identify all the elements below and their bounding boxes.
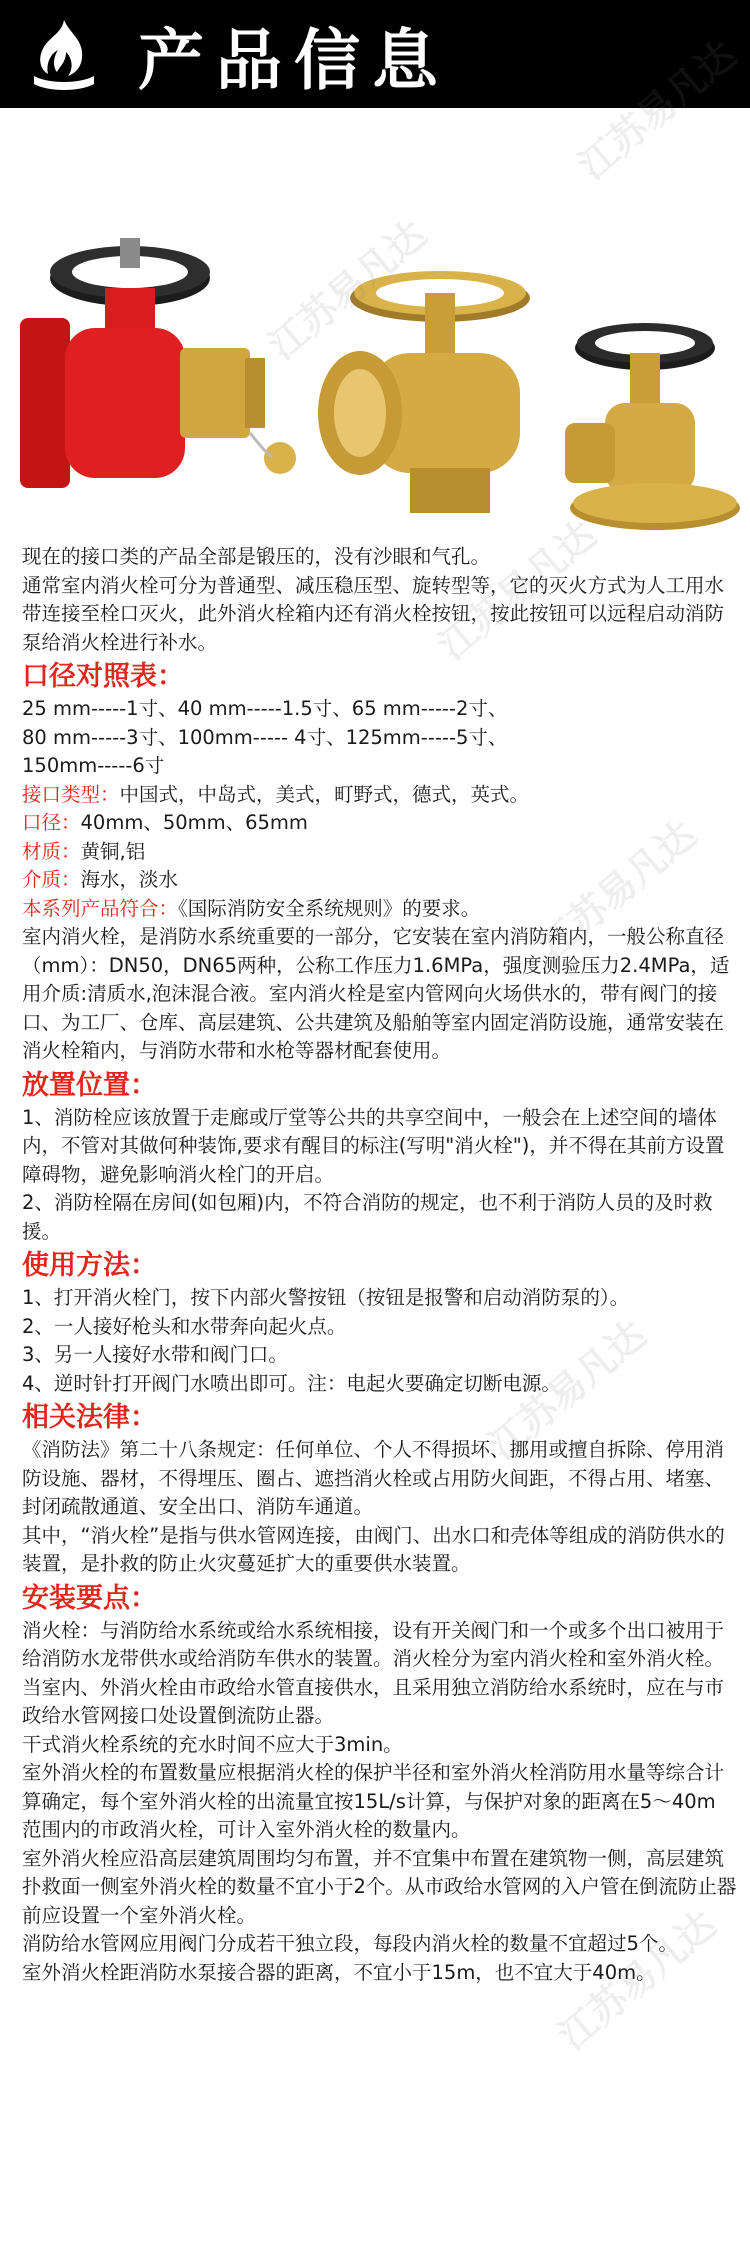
install-item: 干式消火栓系统的充水时间不应大于3min。: [22, 1732, 403, 1756]
watermark: 江苏易凡达: [480, 1312, 655, 1469]
install-item: 当室内、外消火栓由市政给水管直接供水，且采用独立消防给水系统时，应在与市政给水管网接口处设置倒流防止器。: [22, 1675, 725, 1727]
install-item: 室外消火栓应沿高层建筑周围均匀布置，并不宜集中布置在建筑物一侧，高层建筑扑救面一侧室外消火栓的数量不宜小于2个。从市政给水管网的入户管在倒流防止器前应设置一个室外消火栓。: [22, 1846, 737, 1927]
spec-label: 材质：: [22, 839, 81, 863]
spec-label: 本系列产品符合：: [22, 896, 179, 920]
install-item: 室外消火栓的布置数量应根据消火栓的保护半径和室外消火栓消防用水量等综合计算确定，每个室外消火栓的出流量宜按15L/s计算，与保护对象的距离在5～40m 范围内的市政消火栓，可计入室外消火栓的数量内。: [22, 1761, 725, 1841]
spec-label: 口径：: [22, 811, 81, 834]
install-item: 室外消火栓距消防水泵接合器的距离，不宜小于15m，也不宜大于40m。: [22, 1960, 656, 1984]
usage-item: 4、逆时针打开阀门水喷出即可。注：电起火要确定切断电源。: [22, 1371, 561, 1395]
red-hydrant-image: [10, 198, 310, 498]
usage-heading: 使用方法：: [22, 1250, 157, 1281]
spec-caliber: [22, 809, 740, 838]
law-item: 《消防法》第二十八条规定：任何单位、个人不得损坏、挪用或擅自拆除、停用消防设施、器材，不得埋压、圈占、遮挡消火栓或占用防火间距，不得占用、堵塞、封闭疏散通道、安全出口、消防车通道。: [22, 1438, 725, 1518]
usage-item: 1、打开消火栓门，按下内部火警按钮（按钮是报警和启动消防泵的）。: [22, 1286, 630, 1309]
spec-compliance: [22, 895, 740, 924]
spec-material: [22, 838, 740, 867]
description-paragraph: 室内消火栓，是消防水系统重要的一部分，它安装在室内消防箱内，一般公称直径（mm）：DN50，DN65两种，公称工作压力1.6MPa，强度测验压力2.4MPa，适用介质:清质水,泡沫混合液。室内消火栓是室内管网向火场供水的，带有阀门的接口、为工厂、仓库、高层建筑、公共建筑及船舶等室内固定消防设施，通常安装在消火栓箱内，与消防水带和水枪等器材配套使用。: [22, 925, 730, 1062]
law-item: 其中，“消火栓”是指与供水管网连接，由阀门、出水口和壳体等组成的消防供水的装置，是扑救的防止火灾蔓延扩大的重要供水装置。: [22, 1523, 725, 1575]
placement-item: 2、消防栓隔在房间(如包厢)内，不符合消防的规定，也不利于消防人员的及时救援。: [22, 1191, 713, 1243]
usage-item: 2、一人接好枪头和水带奔向起火点。: [22, 1314, 347, 1338]
spec-value: 《国际消防安全系统规则》的要求。: [178, 896, 481, 920]
page-header: [0, 0, 750, 108]
install-heading: 安装要点：: [22, 1582, 157, 1614]
placement-heading: 放置位置：: [22, 1069, 157, 1101]
spec-value: 40mm、50mm、65mm: [80, 811, 308, 834]
caliber-row: 80 mm-----3寸、100mm----- 4寸、125mm-----5寸、: [22, 725, 508, 749]
caliber-row: 150mm-----6寸: [22, 754, 165, 777]
watermark: 江苏易凡达: [530, 812, 705, 969]
spec-value: 黄铜,铝: [80, 839, 146, 863]
page-title: 产品信息: [138, 21, 450, 99]
watermark: 江苏易凡达: [430, 512, 605, 669]
install-item: 消火栓：与消防给水系统或给水系统相接，设有开关阀门和一个或多个出口被用于给消防水龙带供水或给消防车供水的装置。消火栓分为室内消火栓和室外消火栓。: [22, 1618, 725, 1670]
brass-angle-hydrant-image: [535, 313, 745, 543]
intro-paragraph: 现在的接口类的产品全部是锻压的，没有沙眼和气孔。: [22, 545, 491, 568]
intro-paragraph: 通常室内消火栓可分为普通型、减压稳压型、旋转型等，它的灭火方式为人工用水带连接至栓口灭火，此外消火栓箱内还有消火栓按钮，按此按钮可以远程启动消防泵给消火栓进行补水。: [22, 573, 725, 654]
spec-label: 介质：: [22, 868, 81, 891]
usage-item: 3、另一人接好水带和阀门口。: [22, 1343, 288, 1366]
spec-value: 中国式，中岛式，美式，町野式，德式，英式。: [119, 782, 530, 806]
product-photos: [0, 108, 750, 543]
caliber-row: 25 mm-----1寸、40 mm-----1.5寸、65 mm-----2寸、: [22, 697, 508, 720]
law-heading: 相关法律：: [22, 1402, 157, 1433]
spec-interface-type: [22, 781, 740, 810]
caliber-heading: 口径对照表：: [22, 661, 184, 692]
spec-medium: [22, 866, 740, 895]
brass-hydrant-image: [310, 263, 550, 523]
spec-label: 接口类型：: [22, 782, 120, 806]
flame-logo-icon: [20, 10, 108, 98]
install-item: 消防给水管网应用阀门分成若干独立段，每段内消火栓的数量不宜超过5个。: [22, 1932, 678, 1955]
watermark: 江苏易凡达: [550, 1902, 725, 2059]
product-description: [0, 543, 750, 1987]
placement-item: 1、消防栓应该放置于走廊或厅堂等公共的共享空间中，一般会在上述空间的墙体内，不管对其做何种装饰,要求有醒目的标注(写明"消火栓")，并不得在其前方设置障碍物，避免影响消火栓门的开启。: [22, 1105, 725, 1186]
spec-value: 海水，淡水: [80, 868, 179, 891]
